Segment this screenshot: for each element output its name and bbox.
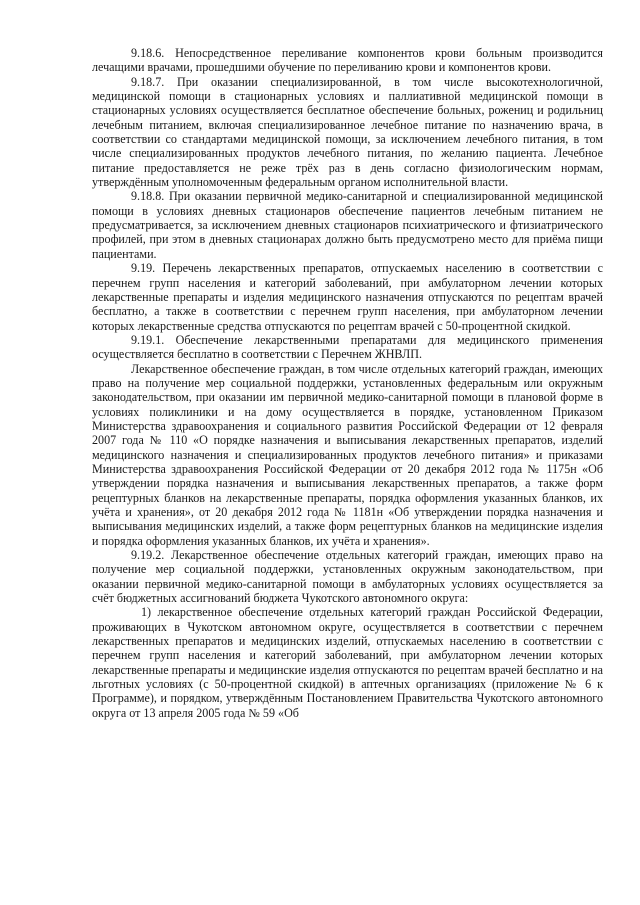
document-page	[92, 46, 603, 720]
paragraph-9-18-7: 9.18.7. При оказании специализированной, в том числе высокотехнологичной, медицинской помощи в стационарных условиях и паллиативной медицинской помощи в стационарных условиях осуществляется бесплатное обеспечение больных, рожениц и родильниц лечебным питанием, включая специализированное лечебное питание по назначению врача, в соответствии со стандартами медицинской помощи, за исключением лечебного питания, в том числе специализированных продуктов лечебного питания, по желанию пациента. Лечебное питание предоставляется не реже трёх раз в день согласно физиологическим нормам, утверждённым уполномоченным федеральным органом исполнительной власти.	[92, 74, 603, 190]
paragraph-9-19: 9.19. Перечень лекарственных препаратов, отпускаемых населению в соответствии с перечнем групп населения и категорий заболеваний, при амбулаторном лечении которых лекарственные препараты и изделия медицинского назначения отпускаются по рецептам врачей бесплатно, а также в соответствии с перечнем групп населения, при амбулаторном лечении которых лекарственные средства отпускаются по рецептам врачей с 50-процентной скидкой.	[92, 261, 603, 333]
paragraph-9-19-1: 9.19.1. Обеспечение лекарственными препаратами для медицинского применения осуществляется бесплатно в соответствии с Перечнем ЖНВЛП.	[92, 332, 603, 362]
paragraph-9-18-6: 9.18.6. Непосредственное переливание компонентов крови больным производится лечащими врачами, прошедшими обучение по переливанию крови и компонентов крови.	[92, 46, 603, 75]
paragraph-drug-supply: Лекарственное обеспечение граждан, в том числе отдельных категорий граждан, имеющих право на получение мер социальной поддержки, установленных федеральным или окружным законодательством, при оказании им первичной медико-санитарной помощи в плановой форме в условиях поликлиники и на дому осуществляется в порядке, установленном Приказом Министерства здравоохранения и социального развития Российской Федерации от 12 февраля 2007 года № 110 «О порядке назначения и выписывания лекарственных препаратов, изделий медицинского назначения и специализированных продуктов лечебного питания» и приказами Министерства здравоохранения Российской Федерации от 20 декабря 2012 года № 1175н «Об утверждении порядка назначения и выписывания лекарственных препаратов, а также форм рецептурных бланков на лекарственные препараты, порядка оформления указанных бланков, их учёта и хранения», от 20 декабря 2012 года № 1181н «Об утверждении порядка назначения и выписывания медицинских изделий, а также форм рецептурных бланков на медицинские изделия и порядка оформления указанных бланков, их учёта и хранения».	[92, 361, 603, 548]
paragraph-9-19-2: 9.19.2. Лекарственное обеспечение отдельных категорий граждан, имеющих право на получение мер социальной поддержки, установленных окружным законодательством, при оказании первичной медико-санитарной помощи в амбулаторных условиях осуществляется за счёт бюджетных ассигнований бюджета Чукотского автономного округа:	[92, 548, 603, 606]
list-item-1: 1) лекарственное обеспечение отдельных категорий граждан Российской Федерации, проживающих в Чукотском автономном округе, осуществляется в соответствии с перечнем лекарственных препаратов и медицинских изделий, отпускаемых населению в соответствии с перечнем групп населения и категорий заболеваний, при амбулаторном лечении которых лекарственные препараты и медицинские изделия отпускаются по рецептам врачей бесплатно и на льготных условиях (с 50-процентной скидкой) в аптечных организациях (приложение № 6 к Программе), и порядком, утверждённым Постановлением Правительства Чукотского автономного округа от 13 апреля 2005 года № 59 «Об	[92, 605, 603, 720]
paragraph-9-18-8: 9.18.8. При оказании первичной медико-санитарной и специализированной медицинской помощи в условиях дневных стационаров обеспечение пациентов лечебным питанием не предусматривается, за исключением дневных стационаров психиатрического и фтизиатрического профилей, при этом в дневных стационарах должно быть предусмотрено место для приёма пищи пациентами.	[92, 189, 603, 261]
